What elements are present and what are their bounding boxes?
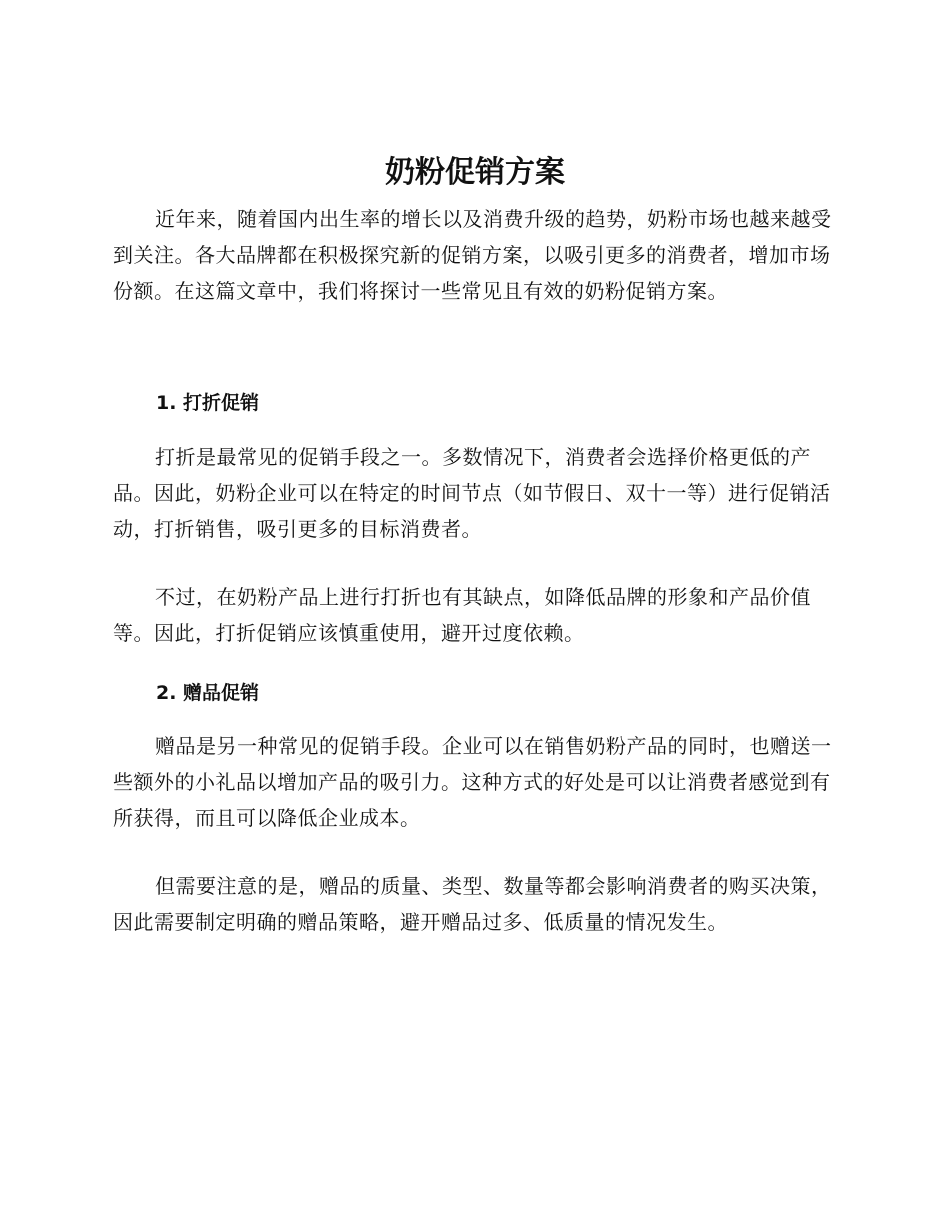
document-title: 奶粉促销方案 [385,155,565,190]
gift-paragraph-2: 但需要注意的是，赠品的质量、类型、数量等都会影响消费者的购买决策，因此需要制定明确的赠品策略，避开赠品过多、低质量的情况发生。 [113,874,832,934]
intro-paragraph: 近年来，随着国内出生率的增长以及消费升级的趋势，奶粉市场也越来越受到关注。各大品牌都在积极探究新的促销方案，以吸引更多的消费者，增加市场份额。在这篇文章中，我们将探讨一些常见且有效的奶粉促销方案。 [113,207,832,303]
gift-paragraph-1: 赠品是另一种常见的促销手段。企业可以在销售奶粉产品的同时，也赠送一些额外的小礼品以增加产品的吸引力。这种方式的好处是可以让消费者感觉到有所获得，而且可以降低企业成本。 [113,734,832,830]
section-heading-discount: 1. 打折促销 [156,392,260,414]
discount-paragraph-1: 打折是最常见的促销手段之一。多数情况下，消费者会选择价格更低的产品。因此，奶粉企业可以在特定的时间节点（如节假日、双十一等）进行促销活动，打折销售，吸引更多的目标消费者。 [113,445,831,541]
discount-paragraph-2: 不过，在奶粉产品上进行打折也有其缺点，如降低品牌的形象和产品价值等。因此，打折促销应该慎重使用，避开过度依赖。 [113,585,811,645]
section-heading-gift: 2. 赠品促销 [156,682,260,704]
